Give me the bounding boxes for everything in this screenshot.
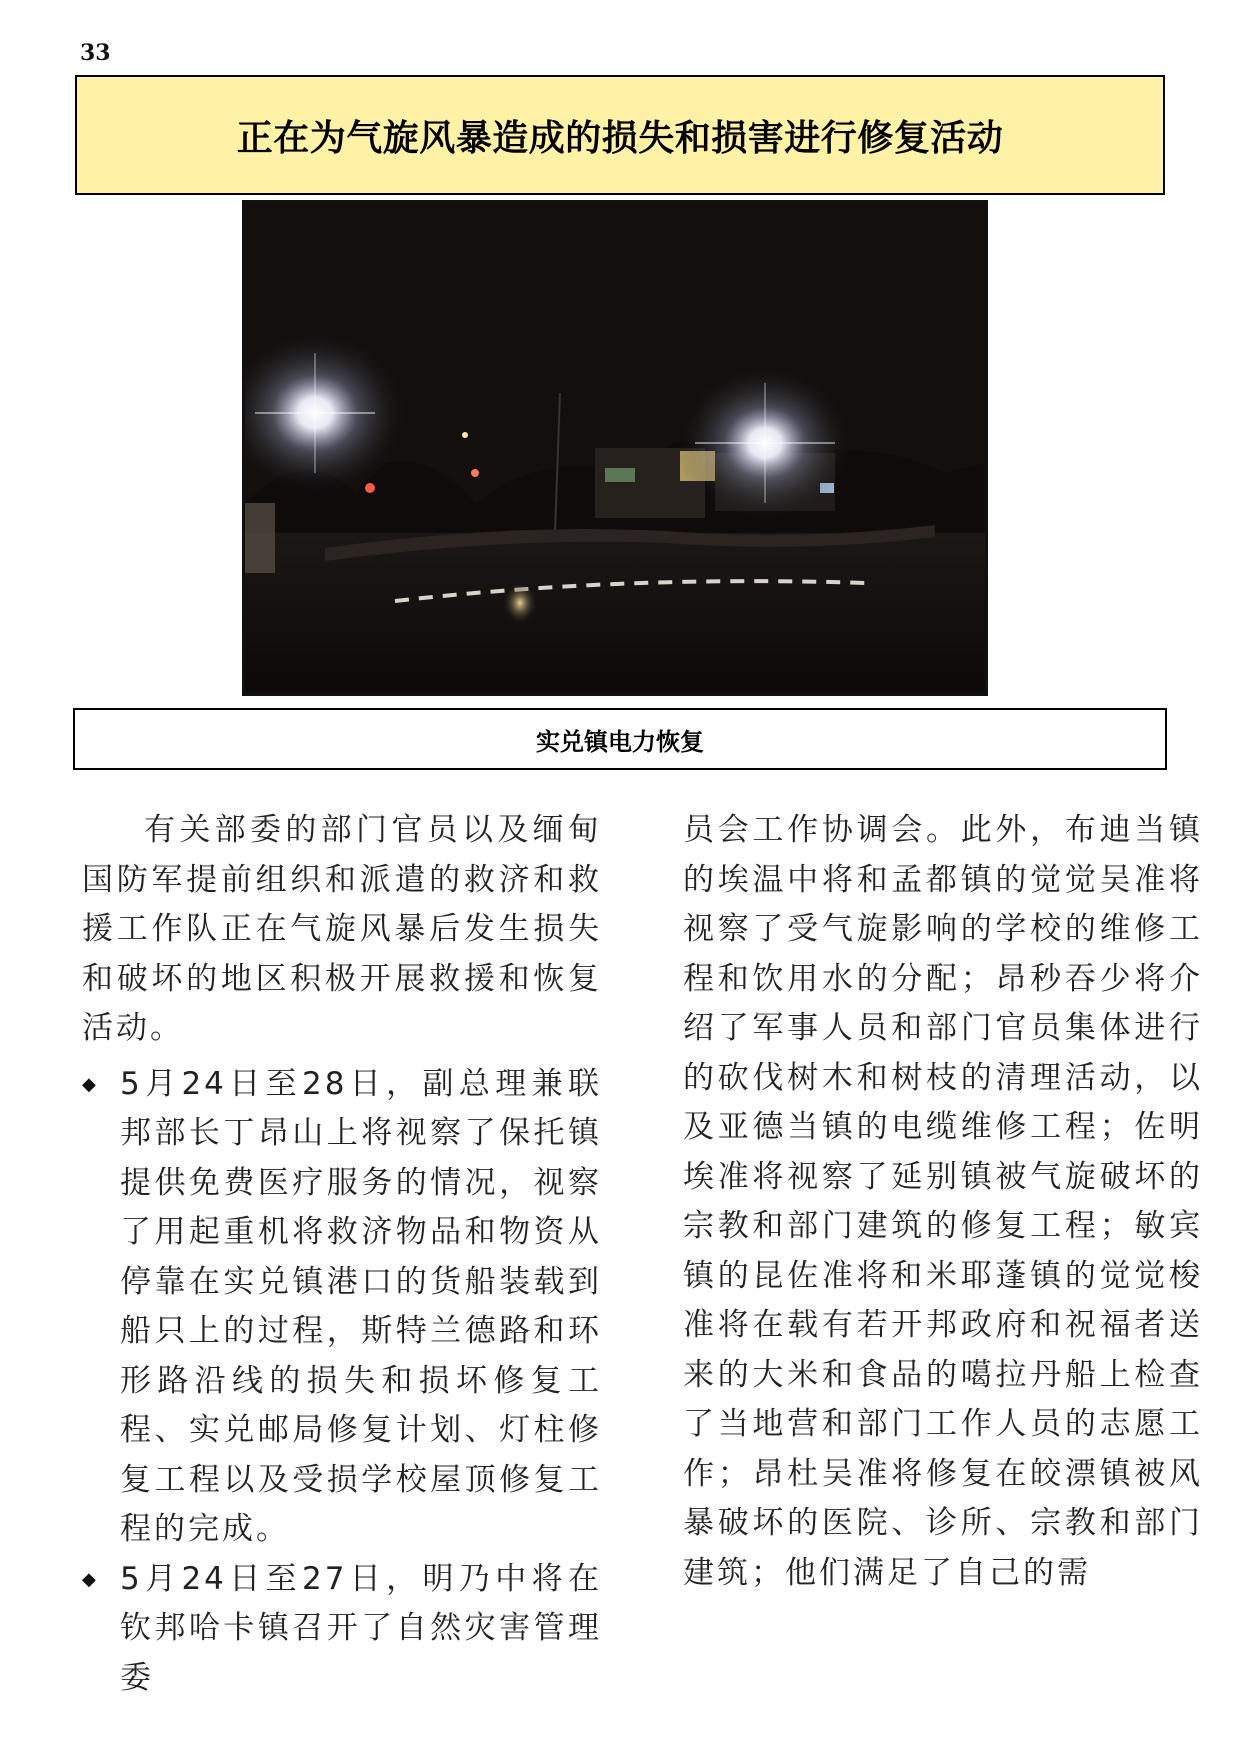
photo-caption-box [73,708,1167,770]
text-column-left [82,806,602,1703]
list-item [82,1555,602,1704]
title-banner [75,75,1165,195]
intro-paragraph: 有关部委的部门官员以及缅甸国防军提前组织和派遣的救济和救援工作队正在气旋风暴后发生损失和破坏的地区积极开展救援和恢复活动。 [82,812,602,1046]
list-item-text: 5月24日至27日，明乃中将在钦邦哈卡镇召开了自然灾害管理委 [120,1560,602,1696]
text-column-right [683,806,1203,1598]
page-title: 正在为气旋风暴造成的损失和损害进行修复活动 [236,117,1004,159]
list-item [82,1060,602,1555]
night-street-photo [242,200,988,696]
page-number: 33 [80,40,111,66]
continuation-paragraph: 员会工作协调会。此外，布迪当镇的埃温中将和孟都镇的觉觉吴准将视察了受气旋影响的学校的维修工程和饮用水的分配；昂秒吞少将介绍了军事人员和部门官员集体进行的砍伐树木和树枝的清理活动，以及亚德当镇的电缆维修工程；佐明埃准将视察了延别镇被气旋破坏的宗教和部门建筑的修复工程；敏宾镇的昆佐准将和米耶蓬镇的觉觉梭准将在载有若开邦政府和祝福者送来的大米和食品的噶拉丹船上检查了当地营和部门工作人员的志愿工作；昂杜吴准将修复在皎漂镇被风暴破坏的医院、诊所、宗教和部门建筑；他们满足了自己的需 [683,812,1203,1591]
diamond-bullet-icon: ◆ [82,1073,99,1095]
diamond-bullet-icon: ◆ [82,1568,99,1590]
photo-caption: 实兑镇电力恢复 [536,727,704,756]
list-item-text: 5月24日至28日，副总理兼联邦部长丁昂山上将视察了保托镇提供免费医疗服务的情况，视察了用起重机将救济物品和物资从停靠在实兑镇港口的货船装载到船只上的过程，斯特兰德路和环形路沿线的损失和损坏修复工程、实兑邮局修复计划、灯柱修复工程以及受损学校屋顶修复工程的完成。 [120,1065,602,1547]
night-street-photo-graphic [245,203,985,693]
